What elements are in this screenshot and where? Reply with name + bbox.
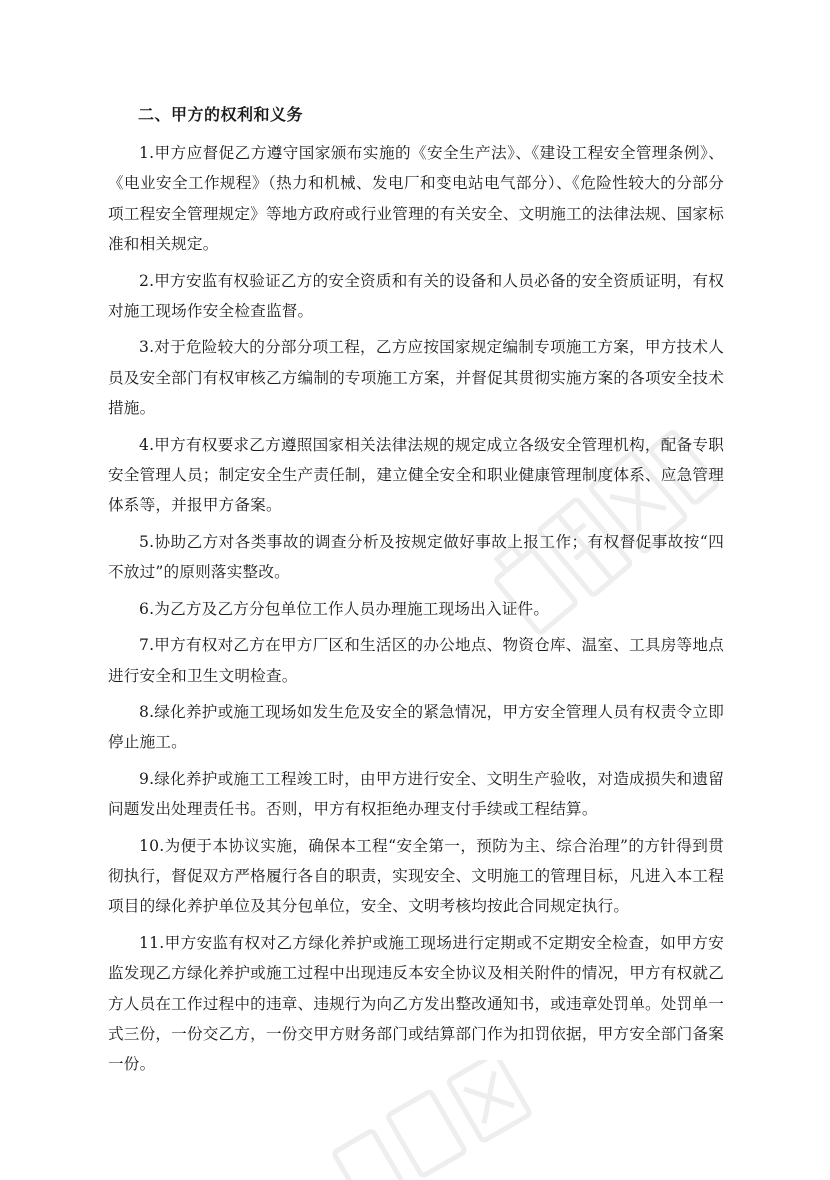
paragraph-7: 7.甲方有权对乙方在甲方厂区和生活区的办公地点、物资仓库、温室、工具房等地点进行安全和卫生文明检查。 (108, 636, 724, 685)
paragraph-5: 5.协助乙方对各类事故的调查分析及按规定做好事故上报工作；有权督促事故按“四不放过”的原则落实整改。 (108, 532, 724, 582)
paragraph-6: 6.为乙方及乙方分包单位工作人员办理施工现场出入证件。 (139, 599, 550, 618)
document-body (108, 104, 724, 1086)
paragraph-9: 9.绿化养护或施工工程竣工时，由甲方进行安全、文明生产验收，对造成损失和遗留问题发出处理责任书。否则，甲方有权拒绝办理支付手续或工程结算。 (108, 769, 724, 819)
paragraph-11: 11.甲方安监有权对乙方绿化养护或施工现场进行定期或不定期安全检查，如甲方安监发现乙方绿化养护或施工过程中出现违反本安全协议及相关附件的情况，甲方有权就乙方人员在工作过程中的违章、违规行为向乙方发出整改通知书，或违章处罚单。处罚单一式三份，一份交乙方，一份交甲方财务部门或结算部门作为扣罚依据，甲方安全部门备案一份。 (108, 933, 724, 1074)
paragraph-8: 8.绿化养护或施工现场如发生危及安全的紧急情况，甲方安全管理人员有权责令立即停止施工。 (108, 702, 724, 752)
paragraph-4: 4.甲方有权要求乙方遵照国家相关法律法规的规定成立各级安全管理机构，配备专职安全管理人员；制定安全生产责任制，建立健全安全和职业健康管理制度体系、应急管理体系等，并报甲方备案。 (108, 435, 724, 515)
paragraph-3: 3.对于危险较大的分部分项工程，乙方应按国家规定编制专项施工方案，甲方技术人员及安全部门有权审核乙方编制的专项施工方案，并督促其贯彻实施方案的各项安全技术措施。 (108, 338, 724, 418)
paragraph-1: 1.甲方应督促乙方遵守国家颁布实施的《安全生产法》、《建设工程安全管理条例》、《电业安全工作规程》（热力和机械、发电厂和变电站电气部分）、《危险性较大的分部分项工程安全管理规定》等地方政府或行业管理的有关安全、文明施工的法律法规、国家标准和相关规定。 (108, 144, 724, 254)
section-heading: 二、甲方的权利和义务 (138, 105, 304, 124)
paragraph-2: 2.甲方安监有权验证乙方的安全资质和有关的设备和人员必备的安全资质证明，有权对施工现场作安全检查监督。 (108, 271, 724, 321)
paragraph-10: 10.为便于本协议实施，确保本工程“安全第一，预防为主、综合治理”的方针得到贯彻执行，督促双方严格履行各自的职责，实现安全、文明施工的管理目标，凡进入本工程项目的绿化养护单位及其分包单位，安全、文明考核均按此合同规定执行。 (108, 836, 724, 916)
